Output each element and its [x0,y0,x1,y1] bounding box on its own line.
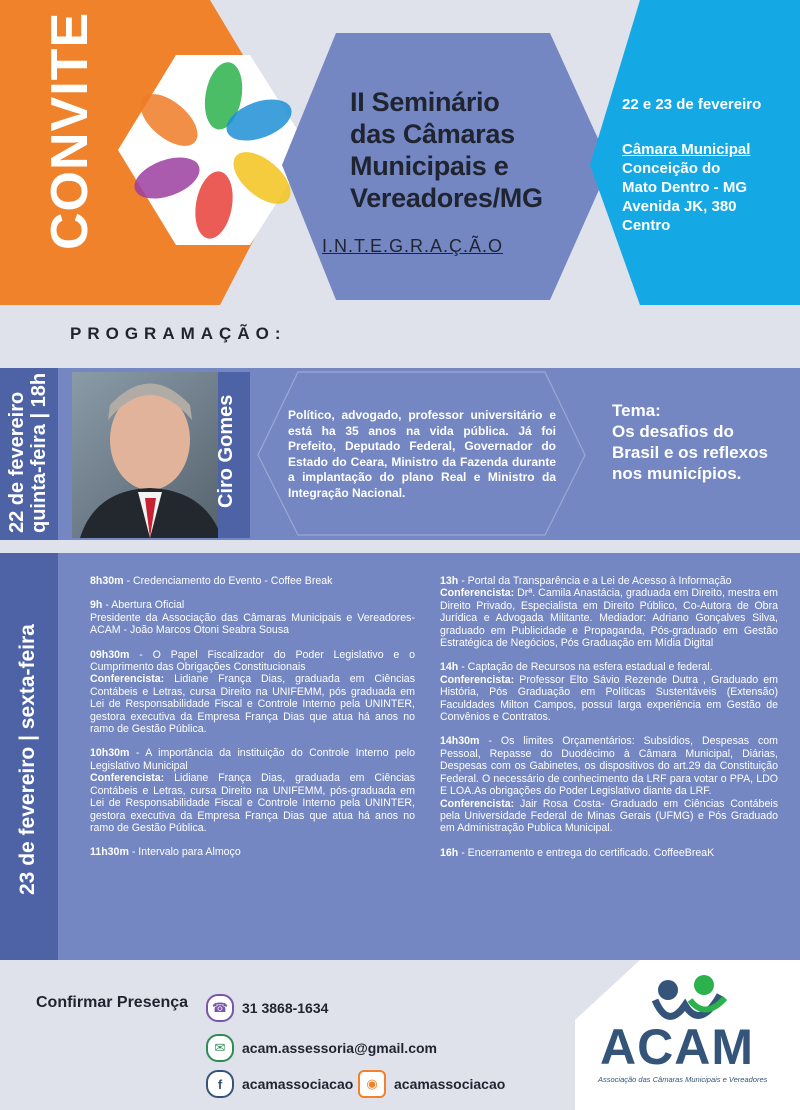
schedule-item: 10h30m - A importância da instituição do Controle Interno pelo Legislativo Municipal Conferencista: Lidiane França Dias, graduada em Ciências Contábeis e Letras, cursa Direito na UNIFEMM, pós-graduada em Lei de Responsabilidade Fiscal e Controle Interno pela UNINTER, gestora executiva da Empresa França Dias que atua há anos no ramo de Gestão Pública. [90,747,415,834]
phone-row[interactable] [206,994,328,1022]
programacao-heading: PROGRAMAÇÃO: [70,324,287,343]
venue-line: Avenida JK, 380 [622,198,737,215]
day1-label-line: quinta-feira | 18h [28,372,50,533]
email-row[interactable] [206,1034,437,1062]
venue-name: Câmara Municipal [622,141,751,158]
title-line: das Câmaras [350,119,515,149]
instagram-handle[interactable]: acamassociacao [394,1076,506,1092]
phone-number[interactable]: 31 3868-1634 [242,1000,329,1016]
venue-line: Mato Dentro - MG [622,179,747,196]
phone-icon: ☎ [206,994,234,1022]
day1-label-line: 22 de fevereiro [6,391,28,533]
instagram-row[interactable] [358,1070,505,1098]
day1-label [6,373,50,533]
schedule-item: 14h - Captação de Recursos na esfera estadual e federal. Conferencista: Professor Elto Sávio Rezende Dutra , Graduado em História, Pós Graduação em Políticas Sustentáveis (Extensão) Faculdades Milton Campos, possui larga experiência em Gestão de Convênios e Contratos. [440,661,778,724]
venue-line: Centro [622,217,671,234]
convite-label: CONVITE [41,11,99,250]
event-dates: 22 e 23 de fevereiro [622,96,762,113]
schedule-item: 8h30m - Credenciamento do Evento - Coffee Break [90,575,333,587]
instagram-icon: ◉ [358,1070,386,1098]
acam-logo-subtitle: Associação das Câmaras Municipais e Vereadores [598,1075,768,1084]
schedule-item: 14h30m - Os limites Orçamentários: Subsídios, Despesas com Pessoal, Repasse do Duodécimo à Câmara Municipal, Diárias, Despesas com os Gabinetes, os dispositivos do art.29 da Constituição Federal. O necessário de conhecimento da LRF para votar o PPA, LDO E LOA.As obrigações do Poder Legislativo diante da LRF. Conferencista: Jair Rosa Costa- Graduado em Ciências Contábeis pela Universidade Federal de Minas Gerais (UFMG) e Pós Graduado em Administração Publica Municipal. [440,735,778,835]
facebook-icon: f [206,1070,234,1098]
schedule-right [440,575,778,871]
schedule-item: 09h30m - O Papel Fiscalizador do Poder Legislativo e o Cumprimento das Obrigações Constitucionais Conferencista: Lidiane França Dias, graduada em Ciências Contábeis e Letras, cursa Direito na UNIFEMM, pós graduada em Lei de Responsabilidade Fiscal e Controle Interno pela UNINTER, gestora executiva da Empresa França Dias que atua há anos no ramo de Gestão Pública. [90,648,415,736]
acam-logo-text: ACAM [600,1019,754,1075]
email-icon: ✉ [206,1034,234,1062]
confirm-label: Confirmar Presença [36,994,189,1011]
schedule-item: 13h - Portal da Transparência e a Lei de Acesso à Informação Conferencista: Drª. Camila Anastácia, graduada em Direito, mestra em Direito Privado, Especialista em Direito Público, Co-Autora de Obra Jurídica e Advogada Militante. Mediador: Adriano Gonçalves Silva, graduado em Publicidade e Propaganda, Pós-graduado em Gestão Estratégica de Negócios, Pós Graduação em Mídia Digital [440,575,778,650]
schedule-left [90,575,415,871]
schedule-item: 11h30m - Intervalo para Almoço [90,846,241,859]
schedule-item: 16h - Encerramento e entrega do certificado. CoffeeBreaK [440,846,715,859]
schedule-item: 9h - Abertura Oficial Presidente da Associação das Câmaras Municipais e Vereadores- ACAM - João Marcos Otoni Seabra Sousa [90,599,415,637]
day2-label: 23 de fevereiro | sexta-feira [16,624,39,895]
title-line: Vereadores/MG [350,183,543,213]
event-subtitle: I.N.T.E.G.R.A.Ç.Ã.O [322,236,504,256]
venue-line: Conceição do [622,160,721,177]
tema-label: Tema: [612,401,661,420]
event-title [350,86,610,214]
tema-block [612,400,782,484]
facebook-handle[interactable]: acamassociacao [242,1076,354,1092]
event-venue [622,140,750,235]
tema-text: Os desafios do Brasil e os reflexos nos municípios. [612,422,768,483]
speaker-bio: Político, advogado, professor universitário e está ha 35 anos na vida pública. Já foi Prefeito, Deputado Federal, Governador do Estado do Ceara, Ministro da Fazenda durante a implantação do plano Real e Ministro da Integração Nacional. [288,408,556,500]
email-address[interactable]: acam.assessoria@gmail.com [242,1040,437,1056]
title-line: II Seminário [350,87,500,117]
facebook-row[interactable] [206,1070,353,1098]
speaker-name: Ciro Gomes [215,394,237,508]
title-line: Municipais e [350,151,509,181]
